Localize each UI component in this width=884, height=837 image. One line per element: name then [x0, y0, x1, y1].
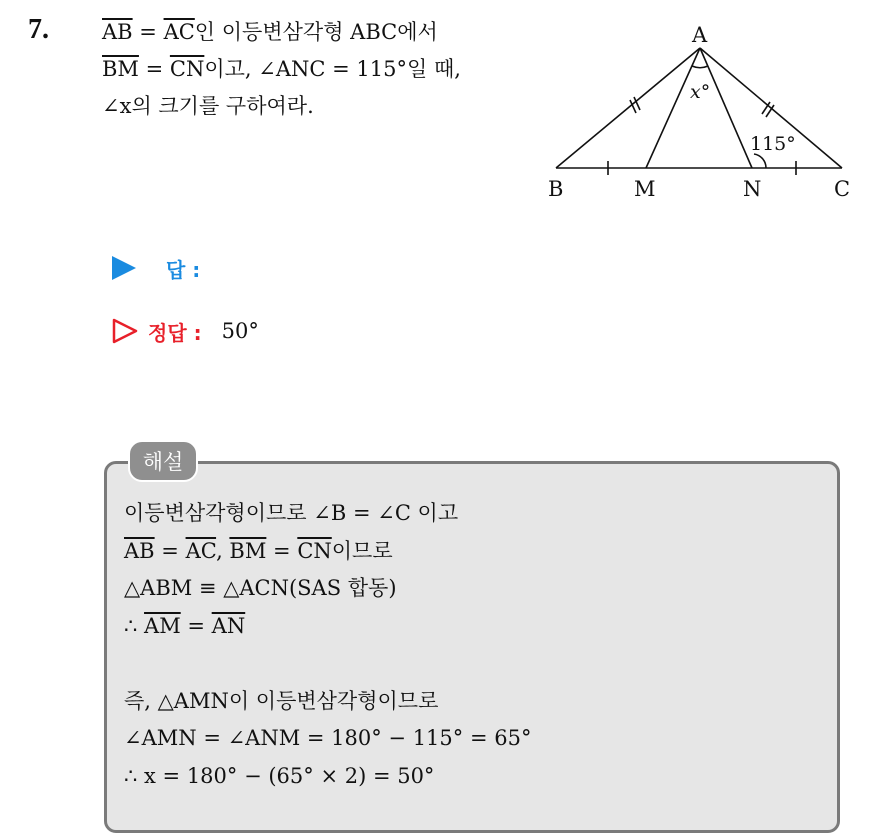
segment-bm: $\overline{BM}$ — [229, 538, 267, 563]
segment-ac: $\overline{AC}$ — [163, 20, 195, 44]
problem-line-1: $\overline{AB} = \overline{AC}$인 이등변삼각형 ABC에서 — [102, 20, 438, 44]
solution-line-3: △ABM ≡ △ACN(SAS 합동) — [124, 576, 397, 600]
label-angle-115: 115° — [750, 133, 796, 155]
correct-answer-row — [112, 314, 259, 348]
segment-bm: $\overline{BM}$ — [102, 57, 139, 81]
segment-ac: $\overline{AC}$ — [185, 538, 217, 563]
outline-triangle-icon — [112, 318, 138, 344]
problem-number: 7. — [28, 14, 49, 45]
arc-angle-115 — [754, 154, 766, 168]
correct-answer-value: 50° — [221, 319, 259, 343]
solution-blank-line — [124, 645, 824, 683]
label-c: C — [834, 177, 851, 201]
segment-cn: $\overline{CN}$ — [297, 538, 332, 563]
solution-line-4: ∴ $\overline{AM} = \overline{AN}$ — [124, 613, 246, 638]
segment-an: $\overline{AN}$ — [211, 613, 246, 638]
solution-tag: 해설 — [128, 440, 198, 482]
label-n: N — [743, 177, 762, 201]
problem-line-2: $\overline{BM} = \overline{CN}$이고, ∠ANC = 115°일 때, — [102, 57, 461, 81]
solution-line-7: ∴ x = 180° − (65° × 2) = 50° — [124, 763, 435, 788]
label-angle-x: x° — [690, 81, 711, 103]
arc-angle-x — [692, 66, 708, 68]
solution-line-5: 즉, △AMN이 이등변삼각형이므로 — [124, 688, 439, 713]
play-triangle-icon — [112, 256, 136, 280]
side-ab — [556, 48, 700, 168]
label-m: M — [634, 177, 656, 201]
problem-line-3: ∠x의 크기를 구하여라. — [102, 94, 314, 118]
label-a: A — [692, 23, 708, 47]
solution-line-6: ∠AMN = ∠ANM = 180° − 115° = 65° — [124, 726, 532, 750]
label-b: B — [548, 177, 564, 201]
segment-am — [646, 48, 700, 168]
segment-ab: $\overline{AB}$ — [102, 20, 133, 44]
problem-text — [102, 14, 542, 125]
solution-body — [124, 495, 824, 795]
answer-label: 답 : — [166, 257, 201, 282]
solution-line-2: $\overline{AB} = \overline{AC}$, $\overline{BM} = \overline{CN}$이므로 — [124, 538, 393, 563]
segment-ab: $\overline{AB}$ — [124, 538, 155, 563]
segment-am: $\overline{AM}$ — [144, 613, 181, 638]
solution-line-1: 이등변삼각형이므로 ∠B = ∠C 이고 — [124, 501, 459, 525]
segment-cn: $\overline{CN}$ — [169, 57, 205, 81]
correct-answer-label: 정답 : — [148, 320, 202, 345]
answer-row — [112, 252, 200, 284]
triangle-figure — [540, 20, 860, 205]
